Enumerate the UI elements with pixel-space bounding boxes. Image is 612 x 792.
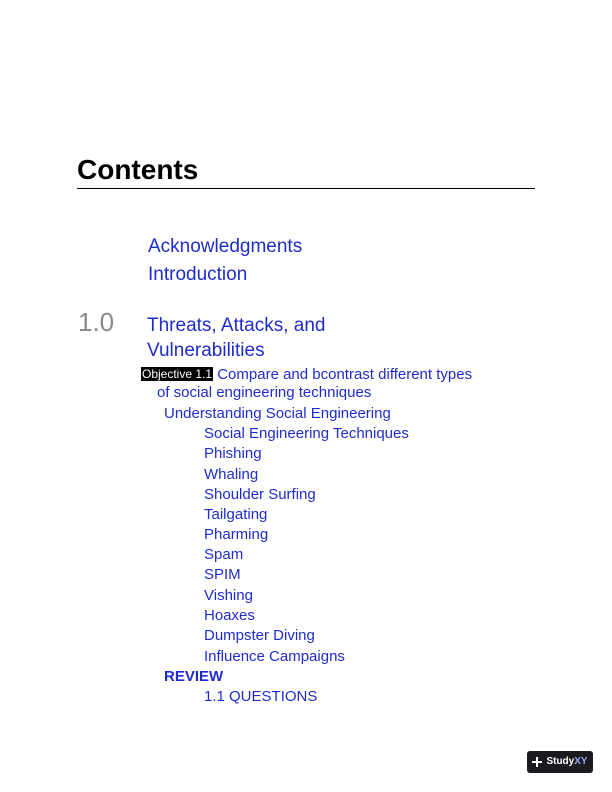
toc-link-questions[interactable]: 1.1 QUESTIONS [204,688,318,705]
toc-link-tailgating[interactable]: Tailgating [204,506,268,523]
toc-link-hoaxes[interactable]: Hoaxes [204,607,255,624]
objective-entry[interactable] [141,366,501,383]
page-title: Contents [77,154,199,185]
toc-link-influence-campaigns[interactable]: Influence Campaigns [204,648,345,665]
plus-icon [532,757,542,767]
objective-text-continued[interactable]: of social engineering techniques [157,384,372,401]
toc-link-whaling[interactable]: Whaling [204,466,259,483]
review-heading[interactable]: REVIEW [164,668,224,685]
objective-badge: Objective 1.1 [142,367,213,381]
toc-link-pharming[interactable]: Pharming [204,526,269,543]
objective-text[interactable]: Compare and bcontrast different types [217,366,473,383]
title-divider [77,188,535,189]
toc-link-dumpster-diving[interactable]: Dumpster Diving [204,627,315,644]
toc-link-acknowledgments[interactable]: Acknowledgments [148,236,303,257]
toc-link-chapter-title[interactable]: Threats, Attacks, and Vulnerabilities [147,315,326,361]
studyxy-logo [527,751,593,773]
toc-link-social-engineering-techniques[interactable]: Social Engineering Techniques [204,425,409,442]
toc-link-phishing[interactable]: Phishing [204,445,262,462]
chapter-number: 1.0 [78,307,115,337]
toc-link-spim[interactable]: SPIM [204,566,241,583]
logo-text: StudyXY [546,756,588,767]
toc-link-understanding-social-engineering[interactable]: Understanding Social Engineering [164,405,391,422]
toc-link-shoulder-surfing[interactable]: Shoulder Surfing [204,486,316,503]
toc-link-vishing[interactable]: Vishing [204,587,253,604]
toc-link-spam[interactable]: Spam [204,546,244,563]
toc-link-introduction[interactable]: Introduction [148,264,248,285]
